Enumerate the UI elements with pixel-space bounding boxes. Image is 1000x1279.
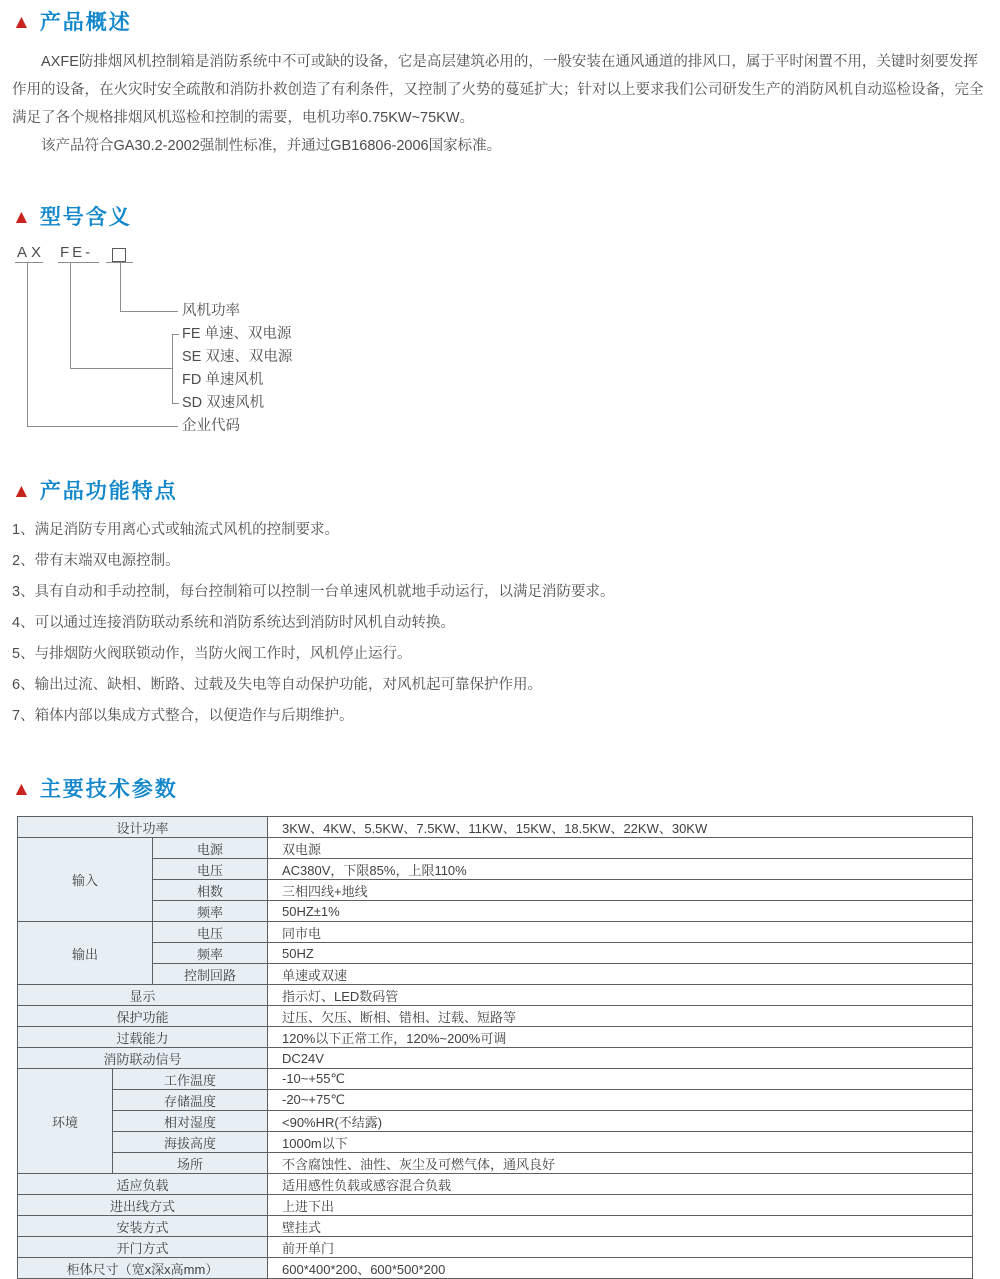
spec-sublabel-cell: 存储温度 [113,1090,268,1111]
spec-row [18,1237,973,1258]
spec-label-cell: 适应负载 [18,1174,268,1195]
feature-item: 5、与排烟防火阀联锁动作，当防火阀工作时，风机停止运行。 [12,646,412,662]
diagram-connector-line [70,262,71,369]
spec-row [18,1048,973,1069]
spec-row [18,1069,973,1090]
diagram-connector-line [120,262,121,312]
spec-value-cell: 单速或双速 [268,964,973,985]
spec-group-cell: 输入 [18,838,153,922]
spec-value-cell: 前开单门 [268,1237,973,1258]
spec-row [18,1258,973,1279]
spec-value-cell: 3KW、4KW、5.5KW、7.5KW、11KW、15KW、18.5KW、22KW、30KW [268,817,973,838]
spec-value-cell: 50HZ [268,943,973,964]
spec-value-cell: 三相四线+地线 [268,880,973,901]
diagram-connector-line [27,426,178,427]
section-heading-model [12,204,1000,230]
spec-row [18,985,973,1006]
spec-label-cell: 过载能力 [18,1027,268,1048]
features-list [12,520,984,726]
spec-row [18,1153,973,1174]
section-title-specs: 主要技术参数 [39,777,178,801]
spec-row [18,1090,973,1111]
spec-label-cell: 保护功能 [18,1006,268,1027]
spec-sublabel-cell: 相对湿度 [113,1111,268,1132]
spec-value-cell: 过压、欠压、断相、错相、过载、短路等 [268,1006,973,1027]
model-code-diagram [0,244,1000,444]
spec-group-cell: 环境 [18,1069,113,1174]
spec-sublabel-cell: 电源 [153,838,268,859]
triangle-icon: ▲ [12,206,31,228]
spec-value-cell: 壁挂式 [268,1216,973,1237]
spec-value-cell: AC380V，下限85%，上限110% [268,859,973,880]
triangle-icon: ▲ [12,11,31,33]
feature-item: 6、输出过流、缺相、断路、过载及失电等自动保护功能，对风机起可靠保护作用。 [12,677,543,693]
spec-row [18,1027,973,1048]
diagram-label-fan-power: 风机功率 [182,303,240,319]
section-title-features: 产品功能特点 [39,479,178,503]
spec-row [18,1216,973,1237]
diagram-bracket [172,334,179,335]
triangle-icon: ▲ [12,778,31,800]
spec-label-cell: 进出线方式 [18,1195,268,1216]
spec-value-cell: 1000m以下 [268,1132,973,1153]
spec-row [18,964,973,985]
diagram-underline [15,262,43,263]
spec-value-cell: 600*400*200、600*500*200 [268,1258,973,1279]
spec-label-cell: 设计功率 [18,817,268,838]
spec-row [18,1006,973,1027]
spec-value-cell: 指示灯、LED数码管 [268,985,973,1006]
feature-item: 7、箱体内部以集成方式整合，以便造作与后期维护。 [12,708,354,724]
spec-row [18,817,973,838]
spec-value-cell: 上进下出 [268,1195,973,1216]
spec-label-cell: 柜体尺寸（宽x深x高mm） [18,1258,268,1279]
spec-sublabel-cell: 电压 [153,922,268,943]
diagram-label-fe: FE 单速、双电源 [182,326,292,342]
spec-sublabel-cell: 工作温度 [113,1069,268,1090]
spec-row [18,901,973,922]
spec-sublabel-cell: 海拔高度 [113,1132,268,1153]
section-heading-overview [12,0,1000,35]
spec-value-cell: DC24V [268,1048,973,1069]
diagram-label-sd: SD 双速风机 [182,395,265,411]
spec-sublabel-cell: 相数 [153,880,268,901]
overview-paragraph: 该产品符合GA30.2-2002强制性标准，并通过GB16806-2006国家标准。 [41,138,502,154]
feature-item: 1、满足消防专用离心式或轴流式风机的控制要求。 [12,522,340,538]
section-title-model: 型号含义 [39,205,132,229]
diagram-label-fd: FD 单速风机 [182,372,264,388]
spec-sublabel-cell: 控制回路 [153,964,268,985]
spec-row [18,1111,973,1132]
specs-table [17,816,973,1279]
spec-label-cell: 显示 [18,985,268,1006]
spec-value-cell: -10~+55℃ [268,1069,973,1090]
spec-value-cell: 不含腐蚀性、油性、灰尘及可燃气体，通风良好 [268,1153,973,1174]
section-heading-features [12,478,1000,504]
spec-row [18,838,973,859]
spec-row [18,922,973,943]
feature-item: 2、带有末端双电源控制。 [12,553,180,569]
feature-item: 3、具有自动和手动控制，每台控制箱可以控制一台单速风机就地手动运行，以满足消防要求。 [12,584,615,600]
triangle-icon: ▲ [12,480,31,502]
model-power-box [112,248,126,262]
diagram-underline [58,262,99,263]
spec-label-cell: 开门方式 [18,1237,268,1258]
spec-value-cell: <90%HR(不结露) [268,1111,973,1132]
spec-label-cell: 安装方式 [18,1216,268,1237]
model-code-prefix: AX [17,244,46,261]
model-code-type: FE- [60,244,94,261]
feature-item: 4、可以通过连接消防联动系统和消防系统达到消防时风机自动转换。 [12,615,456,631]
spec-group-cell: 输出 [18,922,153,985]
spec-sublabel-cell: 场所 [113,1153,268,1174]
spec-sublabel-cell: 频率 [153,943,268,964]
diagram-connector-line [120,311,178,312]
spec-value-cell: 120%以下正常工作，120%~200%可调 [268,1027,973,1048]
spec-row [18,1195,973,1216]
overview-paragraph: AXFE防排烟风机控制箱是消防系统中不可或缺的设备，它是高层建筑必用的，一般安装在通风通道的排风口，属于平时闲置不用，关键时刻要发挥作用的设备，在火灾时安全疏散和消防扑救创造了有利条件，又控制了火势的蔓延扩大；针对以上要求我们公司研发生产的消防风机自动巡检设备，完全满足了各个规格排烟风机巡检和控制的需要，电机功率0.75KW~75KW。 [12,54,984,126]
diagram-label-se: SE 双速、双电源 [182,349,293,365]
spec-label-cell: 消防联动信号 [18,1048,268,1069]
spec-value-cell: 适用感性负载或感容混合负载 [268,1174,973,1195]
diagram-connector-line [70,368,173,369]
section-heading-specs [12,776,1000,802]
spec-row [18,1132,973,1153]
diagram-bracket [172,334,173,404]
overview-text [12,48,984,160]
spec-row [18,943,973,964]
diagram-bracket [172,403,179,404]
spec-value-cell: -20~+75℃ [268,1090,973,1111]
diagram-label-company-code: 企业代码 [182,418,240,434]
specs-table-body [18,817,973,1279]
section-title-overview: 产品概述 [39,10,132,34]
spec-sublabel-cell: 频率 [153,901,268,922]
spec-row [18,880,973,901]
spec-value-cell: 50HZ±1% [268,901,973,922]
spec-sublabel-cell: 电压 [153,859,268,880]
spec-value-cell: 双电源 [268,838,973,859]
diagram-connector-line [27,262,28,427]
spec-value-cell: 同市电 [268,922,973,943]
spec-row [18,859,973,880]
spec-row [18,1174,973,1195]
